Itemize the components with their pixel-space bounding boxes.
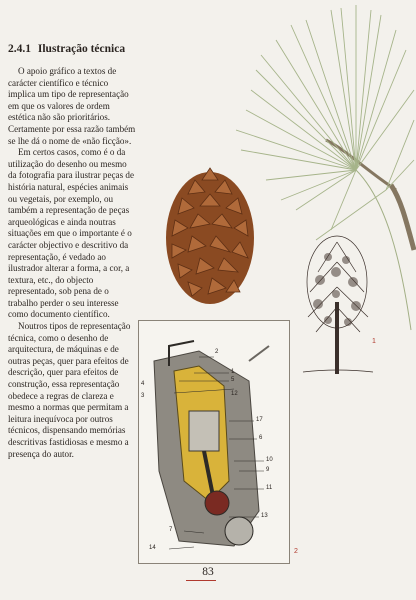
engine-callout: 17 — [256, 417, 263, 423]
engine-callout: 6 — [259, 435, 263, 441]
body-text — [8, 66, 136, 460]
engine-figure-frame — [138, 320, 290, 564]
paragraph: Noutros tipos de representação técnica, como o desenho de arquitectura, de máquinas e de outras peças, quer para efeitos de descrição, quer para efeitos de construção, essa representação obedece a regras de clareza e mesmo a normas que permitam a leitura inequívoca por outros técnicos, dispensando memórias descritivas fastidiosas e mesmo a presença do autor. — [8, 321, 131, 459]
page-number: 83 — [202, 566, 214, 578]
figure-label-1: 1 — [372, 338, 376, 345]
engine-callout: 1 — [231, 369, 235, 375]
engine-callout: 2 — [215, 349, 219, 355]
section-heading — [8, 43, 208, 55]
engine-callout: 3 — [141, 393, 145, 399]
engine-callout: 14 — [149, 545, 156, 551]
engine-callout: 10 — [266, 457, 273, 463]
engine-cutaway-illustration — [139, 321, 289, 563]
pine-cone-illustration — [160, 158, 260, 308]
paragraph: Em certos casos, como é o da utilização do desenho ou mesmo da fotografia para ilustrar peças de história natural, espécies animais ou vegetais, por exemplo, ou também a representação de peças arqueológicas e ainda noutras situações em que o importante é o carácter objectivo e descritivo da representação, é vedado ao ilustrador alterar a forma, a cor, a textura, etc., do objecto representado, sob pena de o trabalho perder o seu interesse como documento científico. — [8, 147, 134, 320]
pine-tree-illustration — [298, 232, 378, 377]
section-title: Ilustração técnica — [37, 43, 126, 55]
engine-callout: 11 — [266, 485, 273, 491]
engine-callout: 4 — [141, 381, 145, 387]
engine-callout: 9 — [266, 467, 270, 473]
engine-callout: 12 — [231, 391, 238, 397]
section-number: 2.4.1 — [8, 43, 31, 55]
engine-callout: 13 — [261, 513, 268, 519]
engine-callout: 7 — [169, 527, 173, 533]
paragraph: O apoio gráfico a textos de carácter científico e técnico implica um tipo de representação em que os valores de ordem estética não são prioritários. Certamente por essa razão também se lhe dá o nome de «não ficção». — [8, 66, 136, 146]
page-number-underline — [186, 580, 216, 581]
engine-callout: 5 — [231, 377, 235, 383]
figure-label-2: 2 — [294, 548, 298, 555]
